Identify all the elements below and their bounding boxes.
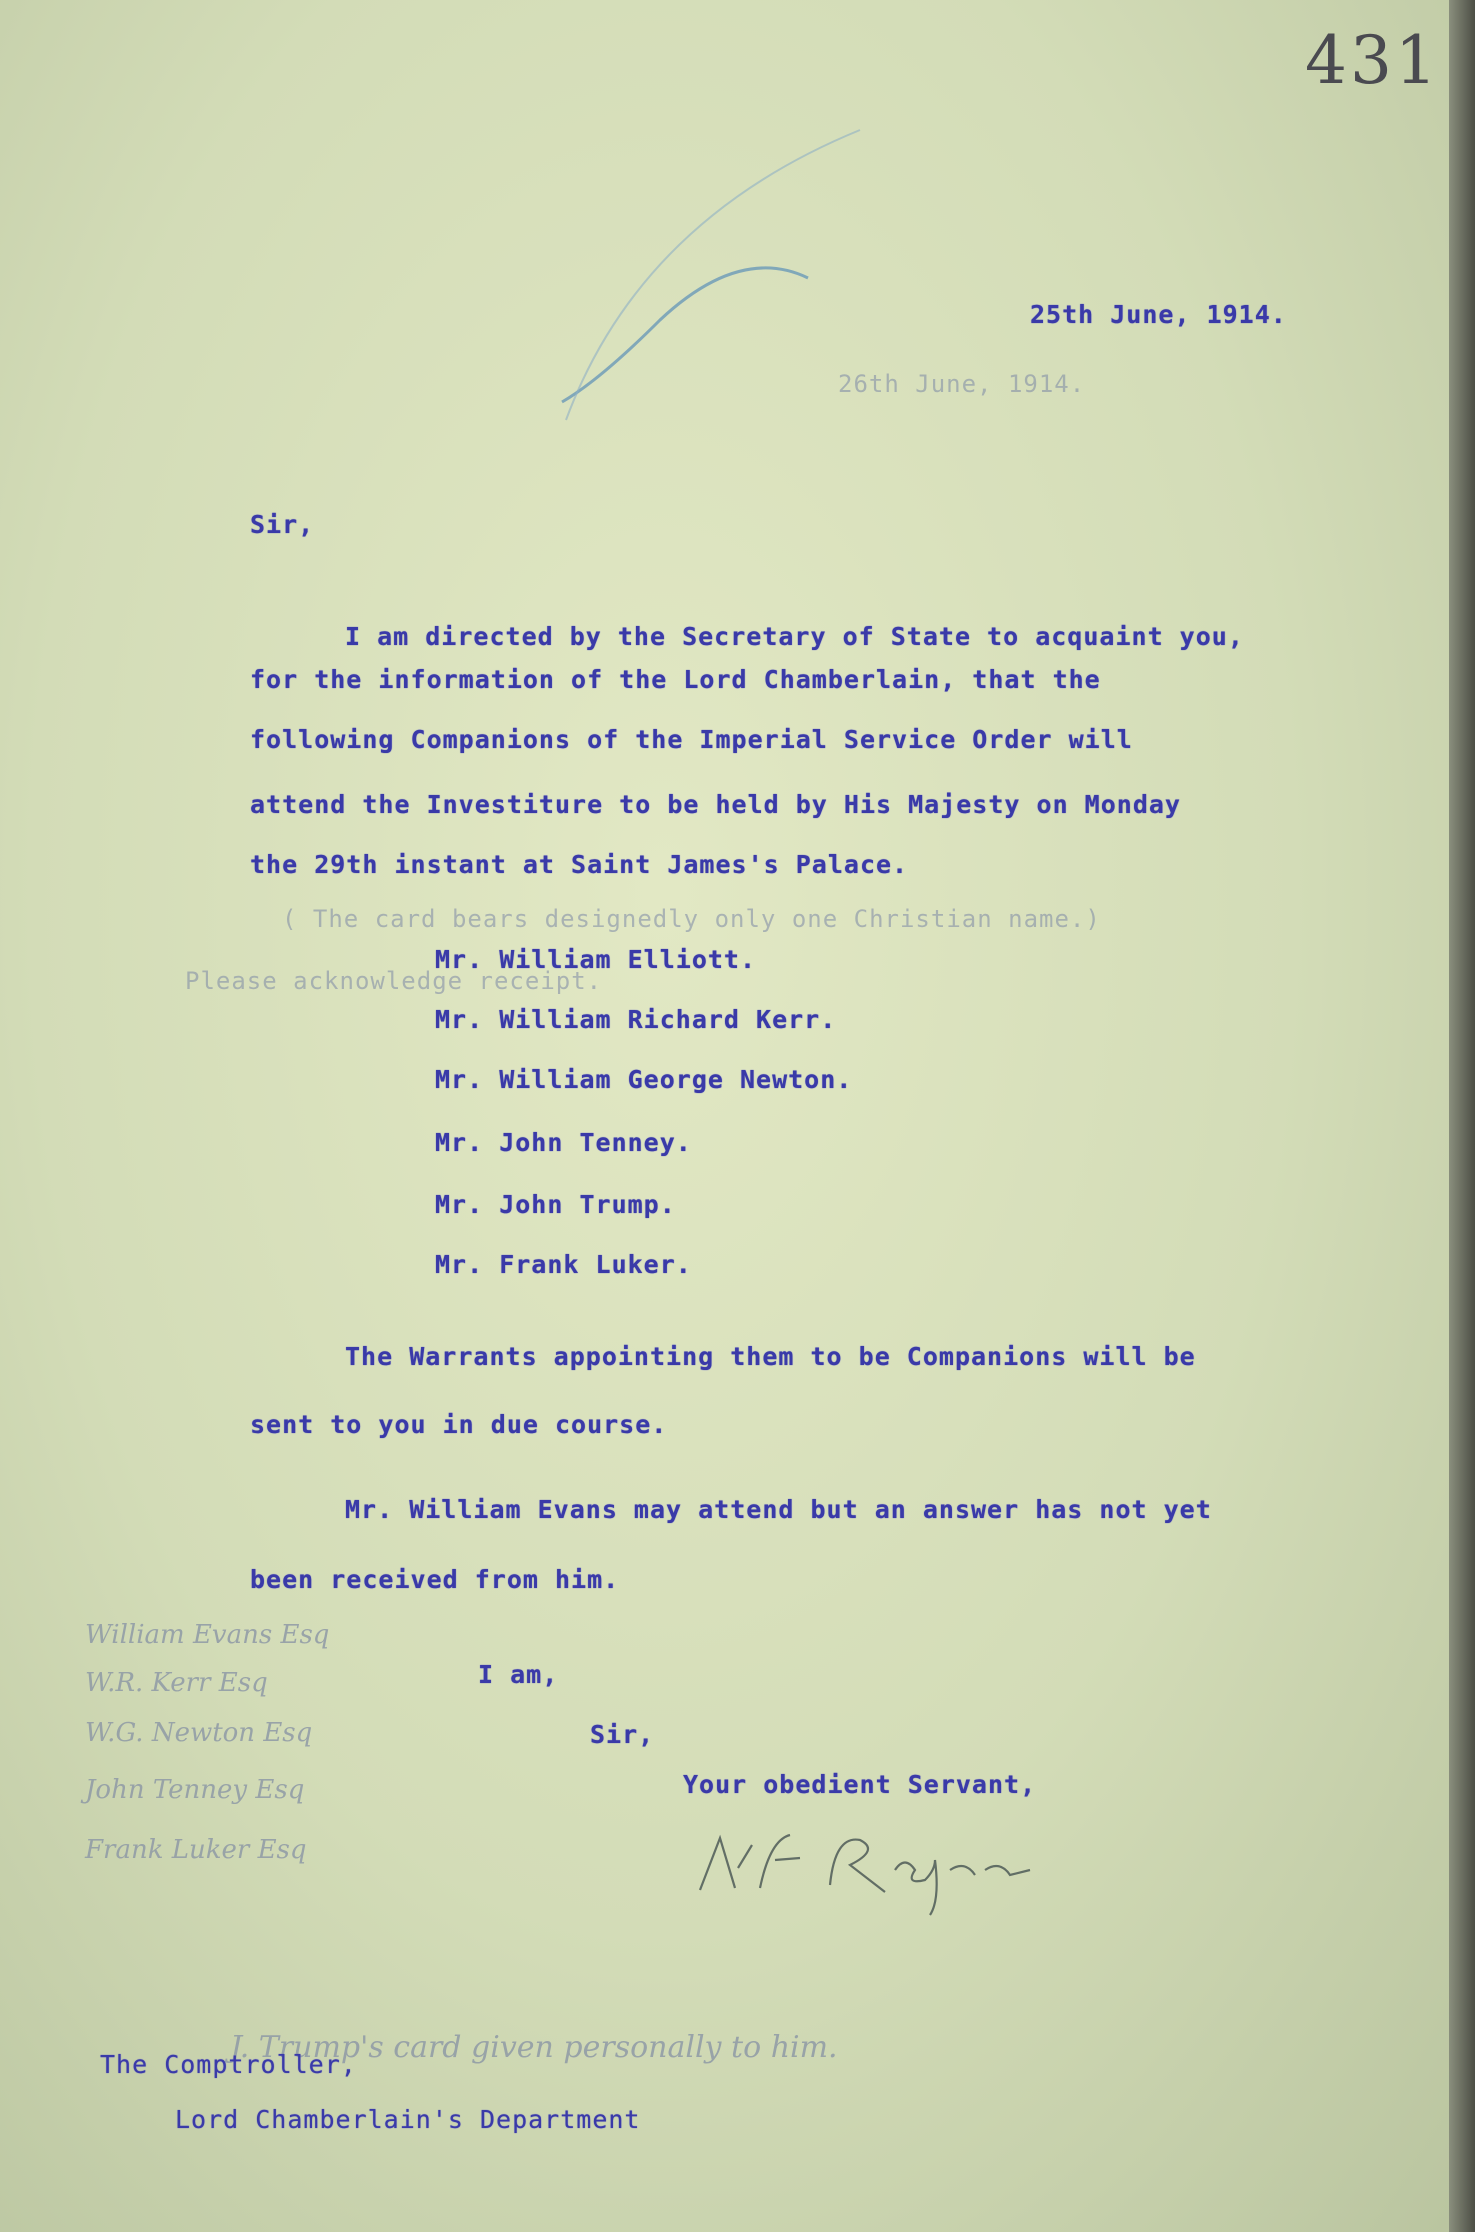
companion-name: Mr. John Tenney. xyxy=(435,1128,692,1157)
companion-name: Mr. William Elliott. xyxy=(435,945,757,974)
companion-name: Mr. William Richard Kerr. xyxy=(435,1005,837,1034)
addressee-line1: The Comptroller, xyxy=(100,2050,357,2079)
salutation: Sir, xyxy=(250,510,315,539)
closing-i-am: I am, xyxy=(478,1660,559,1689)
companion-name: Mr. William George Newton. xyxy=(435,1065,853,1094)
folio-number: 431 xyxy=(1305,22,1440,99)
margin-note: John Tenney Esq xyxy=(85,1775,305,1805)
show-through-acknowledge: Please acknowledge receipt. xyxy=(185,967,603,995)
bottom-pencil-note: J. Trump's card given personally to him. xyxy=(230,2030,838,2065)
show-through-card-note: ( The card bears designedly only one Christian name.) xyxy=(282,905,1101,933)
margin-note: W.G. Newton Esq xyxy=(85,1718,313,1748)
companion-name: Mr. John Trump. xyxy=(435,1190,676,1219)
intro-line: I am directed by the Secretary of State to acquaint you, xyxy=(345,622,1244,651)
addressee-line2: Lord Chamberlain's Department xyxy=(175,2105,641,2134)
margin-note: William Evans Esq xyxy=(85,1620,330,1650)
closing-servant: Your obedient Servant, xyxy=(683,1770,1037,1799)
closing-sir: Sir, xyxy=(590,1720,655,1749)
warrants-line: The Warrants appointing them to be Companions will be xyxy=(345,1342,1196,1371)
letter-date: 25th June, 1914. xyxy=(1030,300,1287,329)
evans-line: Mr. William Evans may attend but an answer has not yet xyxy=(345,1495,1212,1524)
show-through-date: 26th June, 1914. xyxy=(838,370,1086,398)
companion-name: Mr. Frank Luker. xyxy=(435,1250,692,1279)
intro-line: for the information of the Lord Chamberlain, that the xyxy=(250,665,1101,694)
intro-line: the 29th instant at Saint James's Palace. xyxy=(250,850,909,879)
evans-line: been received from him. xyxy=(250,1565,620,1594)
intro-line: attend the Investiture to be held by His Majesty on Monday xyxy=(250,790,1181,819)
warrants-line: sent to you in due course. xyxy=(250,1410,668,1439)
intro-line: following Companions of the Imperial Service Order will xyxy=(250,725,1133,754)
margin-note: Frank Luker Esq xyxy=(85,1835,307,1865)
margin-note: W.R. Kerr Esq xyxy=(85,1668,268,1698)
